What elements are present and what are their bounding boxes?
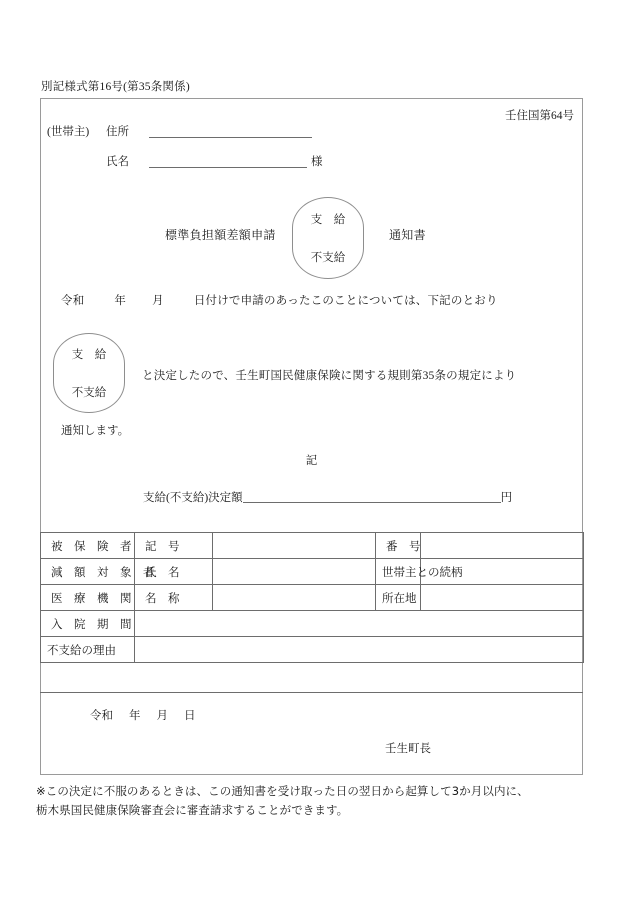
details-table <box>40 532 584 663</box>
location-label: 所在地 <box>382 592 417 605</box>
table-row <box>41 585 584 611</box>
amount-line <box>143 489 512 505</box>
table-row <box>41 533 584 559</box>
title-left-text: 標準負担額差額申請 <box>165 228 276 242</box>
amount-label: 支給(不支給)決定額 <box>143 492 243 504</box>
date-month-label: 月 <box>152 295 164 307</box>
footer-notice <box>36 782 606 820</box>
address-label: 住所 <box>106 126 129 138</box>
address-row <box>41 123 582 153</box>
signature-date <box>90 707 196 723</box>
row-sublabel-symbol <box>135 533 213 559</box>
householder-label: (世帯主) <box>47 126 90 138</box>
table-row <box>41 637 584 663</box>
name-input-line[interactable] <box>149 167 307 168</box>
signature-month: 月 <box>156 710 168 722</box>
title-option-yes[interactable]: 支 給 <box>310 214 346 226</box>
decision-option-capsule[interactable] <box>53 333 125 413</box>
cell-number-value[interactable] <box>421 533 584 559</box>
decision-option-yes[interactable]: 支 給 <box>71 349 107 361</box>
date-era-label: 令和 <box>61 295 85 307</box>
decision-sentence: と決定したので、壬生町国民健康保険に関する規則第35条の規定により <box>142 370 517 382</box>
row-label-reduction-target <box>41 559 155 585</box>
ki-marker: 記 <box>305 455 318 467</box>
symbol-label: 記 号 <box>145 540 180 553</box>
medical-institution-label: 医 療 機 関 <box>51 592 132 605</box>
cell-institution-name-value[interactable] <box>213 585 376 611</box>
form-number: 別記様式第16号(第35条関係) <box>41 81 190 93</box>
date-year-label: 年 <box>114 295 127 307</box>
signature-year: 年 <box>129 710 141 722</box>
number-label: 番 号 <box>386 540 421 553</box>
cell-symbol-value[interactable] <box>213 533 376 559</box>
notify-sentence: 通知します。 <box>61 425 130 437</box>
amount-input-line[interactable] <box>243 502 501 503</box>
footer-line-1: ※この決定に不服のあるときは、この通知書を受け取った日の翌日から起算して3か月以内に、 <box>36 784 529 798</box>
date-sentence-rest: 日付けで申請のあったこのことについては、下記のとおり <box>193 295 498 307</box>
row-label-denial-reason <box>41 637 135 663</box>
title-option-capsule[interactable] <box>292 197 364 279</box>
issuer-name: 壬生町長 <box>385 743 431 755</box>
addressee-block <box>41 123 582 183</box>
amount-unit: 円 <box>500 492 513 504</box>
name-honorific: 様 <box>311 156 323 168</box>
document-number: 壬住国第64号 <box>505 110 574 122</box>
row-label-insured <box>41 533 135 559</box>
row-label-location <box>376 585 421 611</box>
signature-block <box>40 692 583 776</box>
name-row <box>41 153 582 183</box>
application-date-paragraph <box>61 292 498 308</box>
cell-location-value[interactable] <box>421 585 584 611</box>
title-row <box>41 195 582 285</box>
row-label-number <box>376 533 421 559</box>
cell-hospital-period-value[interactable] <box>135 611 584 637</box>
footer-line-2: 栃木県国民健康保険審査会に審査請求することができます。 <box>36 803 349 817</box>
signature-era: 令和 <box>90 710 113 722</box>
insured-label: 被 保 険 者 <box>51 540 132 553</box>
row-sublabel-institution-name <box>135 585 213 611</box>
row-label-relationship <box>376 559 463 585</box>
row-label-hospital-period <box>41 611 135 637</box>
address-input-line[interactable] <box>149 137 312 138</box>
name-label: 氏名 <box>106 156 129 168</box>
name-field-label: 氏 名 <box>145 566 180 579</box>
row-sublabel-name <box>135 559 213 585</box>
title-option-no[interactable]: 不支給 <box>310 252 346 264</box>
title-right-text: 通知書 <box>389 228 426 242</box>
cell-name-value[interactable] <box>213 559 376 585</box>
table-row <box>41 559 584 585</box>
document-frame <box>40 98 583 775</box>
row-label-medical-institution <box>41 585 135 611</box>
cell-denial-reason-value[interactable] <box>135 637 584 663</box>
institution-name-label: 名 称 <box>145 592 180 605</box>
denial-reason-label: 不支給の理由 <box>47 644 116 657</box>
relationship-label: 世帯主との続柄 <box>382 566 463 579</box>
table-row <box>41 611 584 637</box>
hospital-period-label: 入 院 期 間 <box>51 618 132 631</box>
decision-option-no[interactable]: 不支給 <box>71 387 107 399</box>
signature-day: 日 <box>184 710 196 722</box>
reduction-target-label: 減 額 対 象 者 <box>51 566 155 579</box>
